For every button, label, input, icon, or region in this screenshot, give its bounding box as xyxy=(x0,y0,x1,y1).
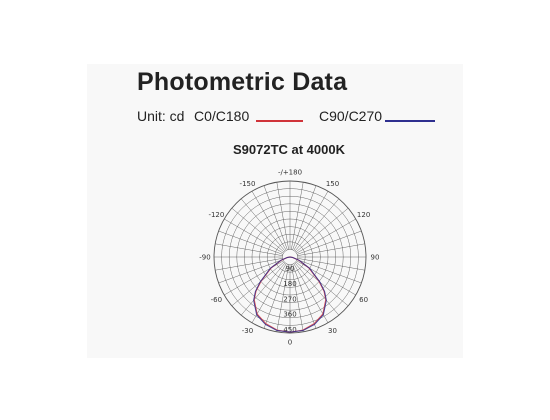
radial-tick-label: 360 xyxy=(283,310,297,319)
angle-tick-label: 0 xyxy=(287,338,293,347)
angle-tick-label: -/+180 xyxy=(277,168,303,177)
angle-tick-label: 30 xyxy=(328,327,337,336)
angle-tick-label: 60 xyxy=(359,296,369,304)
legend-c90-label: C90/C270 xyxy=(319,108,383,124)
radial-tick-label: 90 xyxy=(285,265,295,273)
polar-grid-spoke xyxy=(215,258,282,270)
radial-tick-label: 180 xyxy=(283,280,297,289)
angle-tick-label: -90 xyxy=(199,253,211,262)
unit-legend-row xyxy=(137,108,457,128)
legend-c0-label: C0/C180 xyxy=(194,108,250,124)
polar-grid-spoke xyxy=(297,258,364,270)
polar-grid-spoke xyxy=(277,182,289,249)
angle-tick-label: 120 xyxy=(356,211,371,219)
chart-title: S9072TC at 4000K xyxy=(232,142,345,157)
angle-tick-label: -60 xyxy=(210,296,223,304)
legend-c0-line xyxy=(256,120,303,122)
polar-grid-spoke xyxy=(291,182,303,249)
radial-tick-label: 270 xyxy=(283,295,297,304)
unit-label: Unit: cd xyxy=(137,108,185,124)
legend-c90-line xyxy=(385,120,435,122)
angle-tick-label: -120 xyxy=(208,211,225,219)
angle-tick-label: 90 xyxy=(370,253,380,262)
angle-tick-label: -150 xyxy=(239,179,256,188)
polar-grid-spoke xyxy=(297,244,364,256)
radial-tick-label: 450 xyxy=(283,325,297,334)
angle-tick-label: 150 xyxy=(325,179,340,188)
polar-chart xyxy=(195,170,385,350)
polar-grid-spoke xyxy=(215,244,282,256)
angle-tick-label: -30 xyxy=(241,327,254,336)
page-title: Photometric Data xyxy=(137,68,348,96)
